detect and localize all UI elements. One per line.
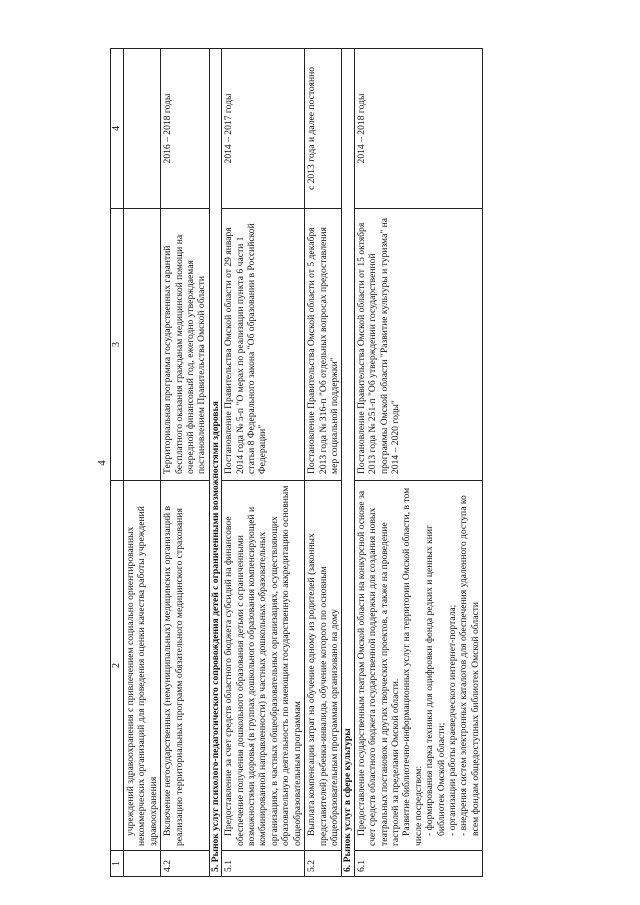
legal-basis: Постановление Правительства Омской области от 5 декабря 2013 года № 316-п "Об отдельных вопросах предоставления мер социальной поддержки": [305, 209, 342, 481]
table-body: [124, 49, 483, 877]
description-paragraph: - формирования парка техники для оцифровки фонда редких и ценных книг библиотек Омской области;: [424, 524, 447, 836]
table-row: [124, 49, 161, 877]
description-paragraph: Включение негосударственных (немуниципальных) медицинских организаций в реализацию территориальных программ обязательного медицинского страхования: [162, 505, 185, 846]
measures-table: [110, 48, 483, 877]
row-number: 5.2: [305, 851, 342, 877]
implementation-period: с 2013 года и далее постоянно: [305, 49, 342, 209]
table-row: [305, 49, 342, 877]
description-paragraph: учреждений здравоохранения с привлечением социально ориентированных некоммерческих организаций для проведения оценки качества работы учреждений здравоохранения: [125, 506, 159, 846]
legal-basis: [124, 209, 161, 481]
legal-basis: Постановление Правительства Омской области от 15 октября 2013 года № 251-п "Об утверждении государственной программы Омской области "Развитие культуры и туризма" на 2014 – 2020 годы": [354, 209, 482, 481]
description-paragraph: - внедрения систем электронных каталогов для обеспечения удаленного доступа ко всем фондам общедоступных библиотек Омской области: [458, 495, 481, 836]
description-paragraph: Выплата компенсации затрат на обучение одному из родителей (законных представителей) ребенка-инвалида, обучение которого по основным общеобразовательным программам организовано на дому: [306, 533, 340, 846]
measure-description: [124, 481, 161, 851]
row-number: 6.1: [354, 851, 482, 877]
implementation-period: 2016 – 2018 годы: [161, 49, 210, 209]
rotated-page: [95, 49, 635, 877]
section-title: 5. Рынок услуг психолого-педагогического сопровождения детей с ограниченными возможностями здоровья: [209, 49, 221, 877]
page-number: 4: [96, 460, 108, 466]
description-paragraph: Развитие библиотечно-информационных услуг на территории Омской области, в том числе посредством:: [401, 487, 424, 846]
col-header-4: 4: [111, 49, 124, 209]
description-paragraph: Предоставление государственным театрам Омской области на конкурсной основе за счет средств областного бюджета государственной поддержки для создания новых театральных постановок и других творческих проектов, а также на проведение гастролей за пределами Омской области.: [355, 490, 401, 846]
measure-description: [305, 481, 342, 851]
section-row: [342, 49, 354, 877]
description-paragraph: Предоставление за счет средств областного бюджета субсидий на финансовое обеспечение получения дошкольного образования детьми с ограниченными возможностями здоровья (в группах дошкольного образования компенсирующей и комбинированной направленности) в частных дошкольных образовательных организациях, в частных общеобразовательных организациях, осуществляющих образовательную деятельность по имеющим государственную аккредитацию основным общеобразовательным программам: [223, 485, 303, 846]
legal-basis: Территориальная программа государственных гарантий бесплатного оказания гражданам медицинской помощи на очередной финансовый год, ежегодно утверждаемая постановлением Правительства Омской области: [161, 209, 210, 481]
header-row: [111, 49, 124, 877]
table-row: [222, 49, 305, 877]
description-paragraph: - организации работы краеведческого интернет-портала;: [446, 604, 458, 836]
measure-description: [161, 481, 210, 851]
table-row: [354, 49, 482, 877]
row-number: [124, 851, 161, 877]
legal-basis: Постановление Правительства Омской области от 29 января 2014 года № 5-п "О мерах по реализации пункта 6 части 1 статьи 8 Федерального закона "Об образовании в Российской Федерации": [222, 209, 305, 481]
implementation-period: 2014 – 2018 годы: [354, 49, 482, 209]
table-row: [161, 49, 210, 877]
row-number: 5.1: [222, 851, 305, 877]
col-header-3: 3: [111, 209, 124, 481]
col-header-2: 2: [111, 481, 124, 851]
section-row: [209, 49, 221, 877]
section-title: 6. Рынок услуг в сфере культуры: [342, 49, 354, 877]
row-number: 4.2: [161, 851, 210, 877]
implementation-period: 2014 – 2017 годы: [222, 49, 305, 209]
implementation-period: [124, 49, 161, 209]
measure-description: [354, 481, 482, 851]
col-header-1: 1: [111, 851, 124, 877]
measure-description: [222, 481, 305, 851]
